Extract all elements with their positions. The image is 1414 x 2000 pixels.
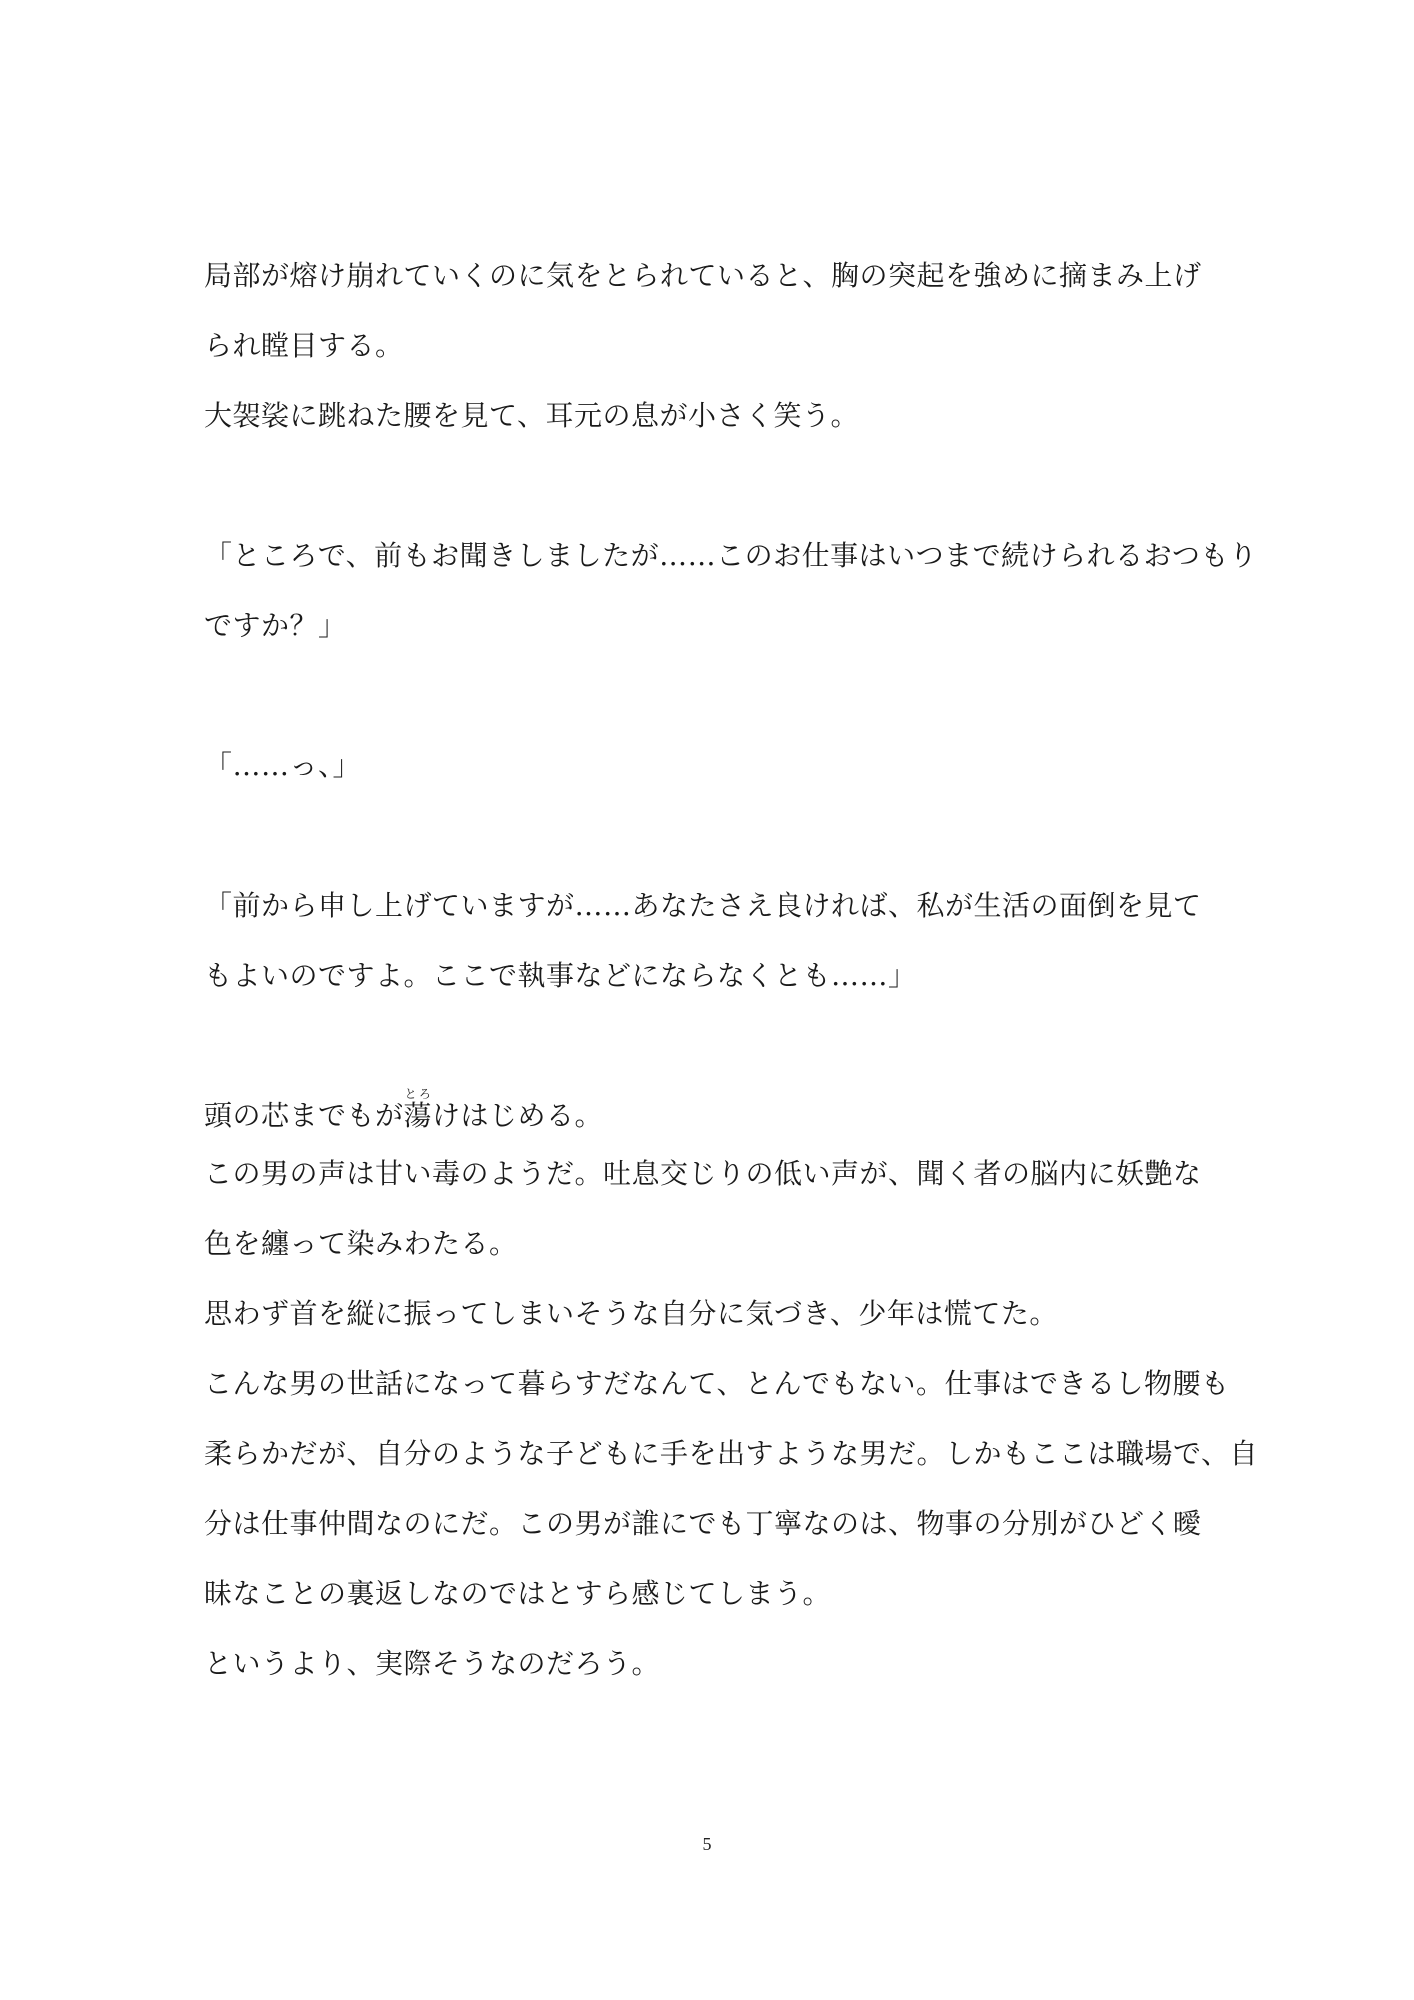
paragraph-line: 局部が熔け崩れていくのに気をとられていると、胸の突起を強めに摘まみ上げ [204, 259, 1202, 292]
ruby-line-after: けはじめる。 [432, 1099, 604, 1132]
paragraph-line: というより、実際そうなのだろう。 [204, 1647, 661, 1680]
paragraph-gap [204, 801, 1216, 871]
ruby-line-before: 頭の芯までもが [204, 1099, 404, 1132]
paragraph-line: 大袈裟に跳ねた腰を見て、耳元の息が小さく笑う。 [204, 399, 859, 432]
page-number: 5 [702, 1834, 712, 1854]
paragraph-line: 昧なことの裏返しなのではとすら感じてしまう。 [204, 1577, 832, 1610]
dialogue-line: 「前から申し上げていますが……あなたさえ良ければ、私が生活の面倒を見て [204, 889, 1202, 922]
ruby-word [403, 1087, 433, 1132]
dialogue-line: 「……っ、」 [204, 749, 362, 782]
paragraph-line: 色を纏って染みわたる。 [204, 1227, 518, 1260]
paragraph-gap [204, 661, 1216, 731]
paragraph-line: 思わず首を縦に振ってしまいそうな自分に気づき、少年は慌てた。 [204, 1297, 1058, 1330]
dialogue-line: ですか？」 [204, 609, 347, 642]
dialogue-line: もよいのですよ。ここで執事などにならなくとも……」 [204, 959, 917, 992]
paragraph-gap [204, 451, 1216, 521]
ruby-paragraph-line [204, 1081, 1216, 1139]
paragraph-line: 柔らかだが、自分のような子どもに手を出すような男だ。しかもここは職場で、自 [204, 1437, 1258, 1470]
ruby-reading: とろ [403, 1087, 433, 1101]
ruby-base: 蕩 [403, 1099, 433, 1132]
body-text [204, 241, 1258, 1699]
paragraph-line: られ瞠目する。 [204, 329, 404, 362]
paragraph-gap [204, 1011, 1216, 1081]
paragraph-line: こんな男の世話になって暮らすだなんて、とんでもない。仕事はできるし物腰も [204, 1367, 1230, 1400]
paragraph-line: 分は仕事仲間なのにだ。この男が誰にでも丁寧なのは、物事の分別がひどく曖 [204, 1507, 1202, 1540]
paragraph-line: この男の声は甘い毒のようだ。吐息交じりの低い声が、聞く者の脳内に妖艶な [204, 1157, 1202, 1190]
dialogue-line: 「ところで、前もお聞きしましたが……このお仕事はいつまで続けられるおつもり [204, 539, 1258, 572]
